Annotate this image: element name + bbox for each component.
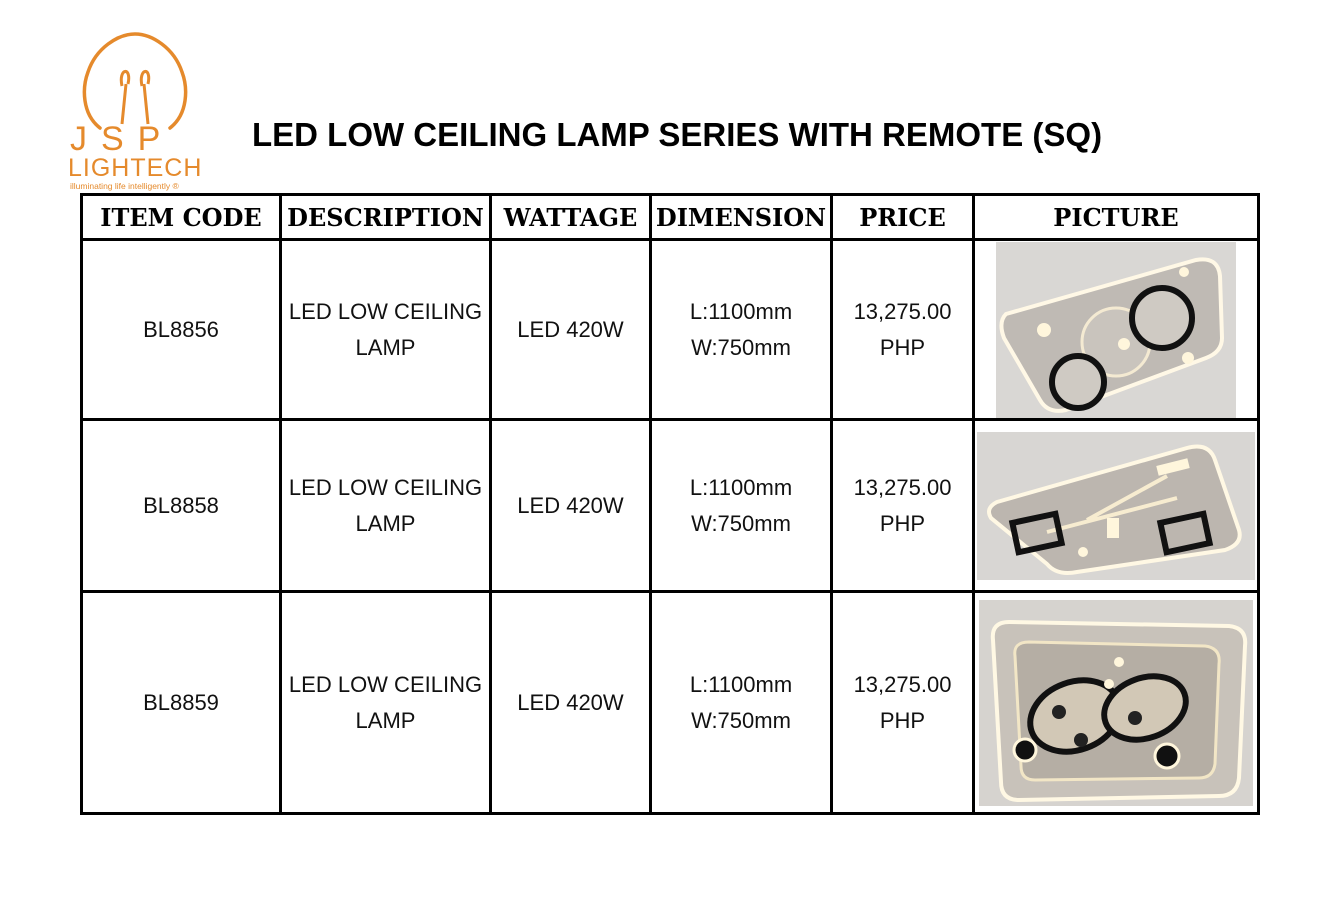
ceiling-lamp-two-rings-icon [996, 242, 1236, 418]
description-line: LED LOW CEILING [288, 475, 483, 501]
description-line: LAMP [355, 510, 416, 536]
description-line: LAMP [355, 707, 416, 733]
ceiling-lamp-two-squares-icon [977, 432, 1255, 580]
logo-monogram: JSP [70, 120, 175, 158]
price-currency: PHP [879, 707, 926, 733]
dimension-width: W:750mm [691, 334, 791, 360]
price-cell [832, 420, 974, 592]
column-header-item-code: ITEM CODE [82, 195, 281, 240]
description-line: LED LOW CEILING [288, 672, 483, 698]
logo-brand-text: LIGHTECH [68, 154, 203, 182]
column-header-picture: PICTURE [974, 195, 1259, 240]
column-header-wattage: WATTAGE [491, 195, 651, 240]
wattage-cell: LED 420W [491, 592, 651, 814]
ceiling-lamp-ovals-icon [979, 600, 1253, 806]
picture-cell [974, 420, 1259, 592]
column-header-dimension: DIMENSION [651, 195, 832, 240]
table-row [82, 592, 1259, 814]
dimension-cell [651, 240, 832, 420]
item-code-cell: BL8856 [82, 240, 281, 420]
table-row [82, 420, 1259, 592]
price-currency: PHP [879, 510, 926, 536]
dimension-length: L:1100mm [689, 475, 793, 501]
wattage-cell: LED 420W [491, 240, 651, 420]
table-row [82, 240, 1259, 420]
description-line: LAMP [355, 334, 416, 360]
brand-logo [60, 28, 210, 193]
item-code-cell: BL8858 [82, 420, 281, 592]
price-cell [832, 240, 974, 420]
dimension-length: L:1100mm [689, 672, 793, 698]
price-currency: PHP [879, 334, 926, 360]
light-bulb-logo-icon [60, 28, 210, 158]
table-header-row [82, 195, 1259, 240]
column-header-description: DESCRIPTION [281, 195, 491, 240]
price-amount: 13,275.00 [853, 299, 952, 325]
wattage-cell: LED 420W [491, 420, 651, 592]
price-cell [832, 592, 974, 814]
description-line: LED LOW CEILING [288, 299, 483, 325]
dimension-length: L:1100mm [689, 299, 793, 325]
description-cell [281, 240, 491, 420]
description-cell [281, 592, 491, 814]
dimension-width: W:750mm [691, 510, 791, 536]
price-amount: 13,275.00 [853, 475, 952, 501]
product-table [80, 193, 1260, 815]
item-code-cell: BL8859 [82, 592, 281, 814]
picture-cell [974, 592, 1259, 814]
picture-cell [974, 240, 1259, 420]
dimension-cell [651, 420, 832, 592]
dimension-cell [651, 592, 832, 814]
page-title: LED LOW CEILING LAMP SERIES WITH REMOTE (SQ) [252, 116, 1103, 153]
dimension-width: W:750mm [691, 707, 791, 733]
column-header-price: PRICE [832, 195, 974, 240]
price-amount: 13,275.00 [853, 672, 952, 698]
logo-tagline: illuminating life intelligently ® [70, 181, 179, 191]
description-cell [281, 420, 491, 592]
